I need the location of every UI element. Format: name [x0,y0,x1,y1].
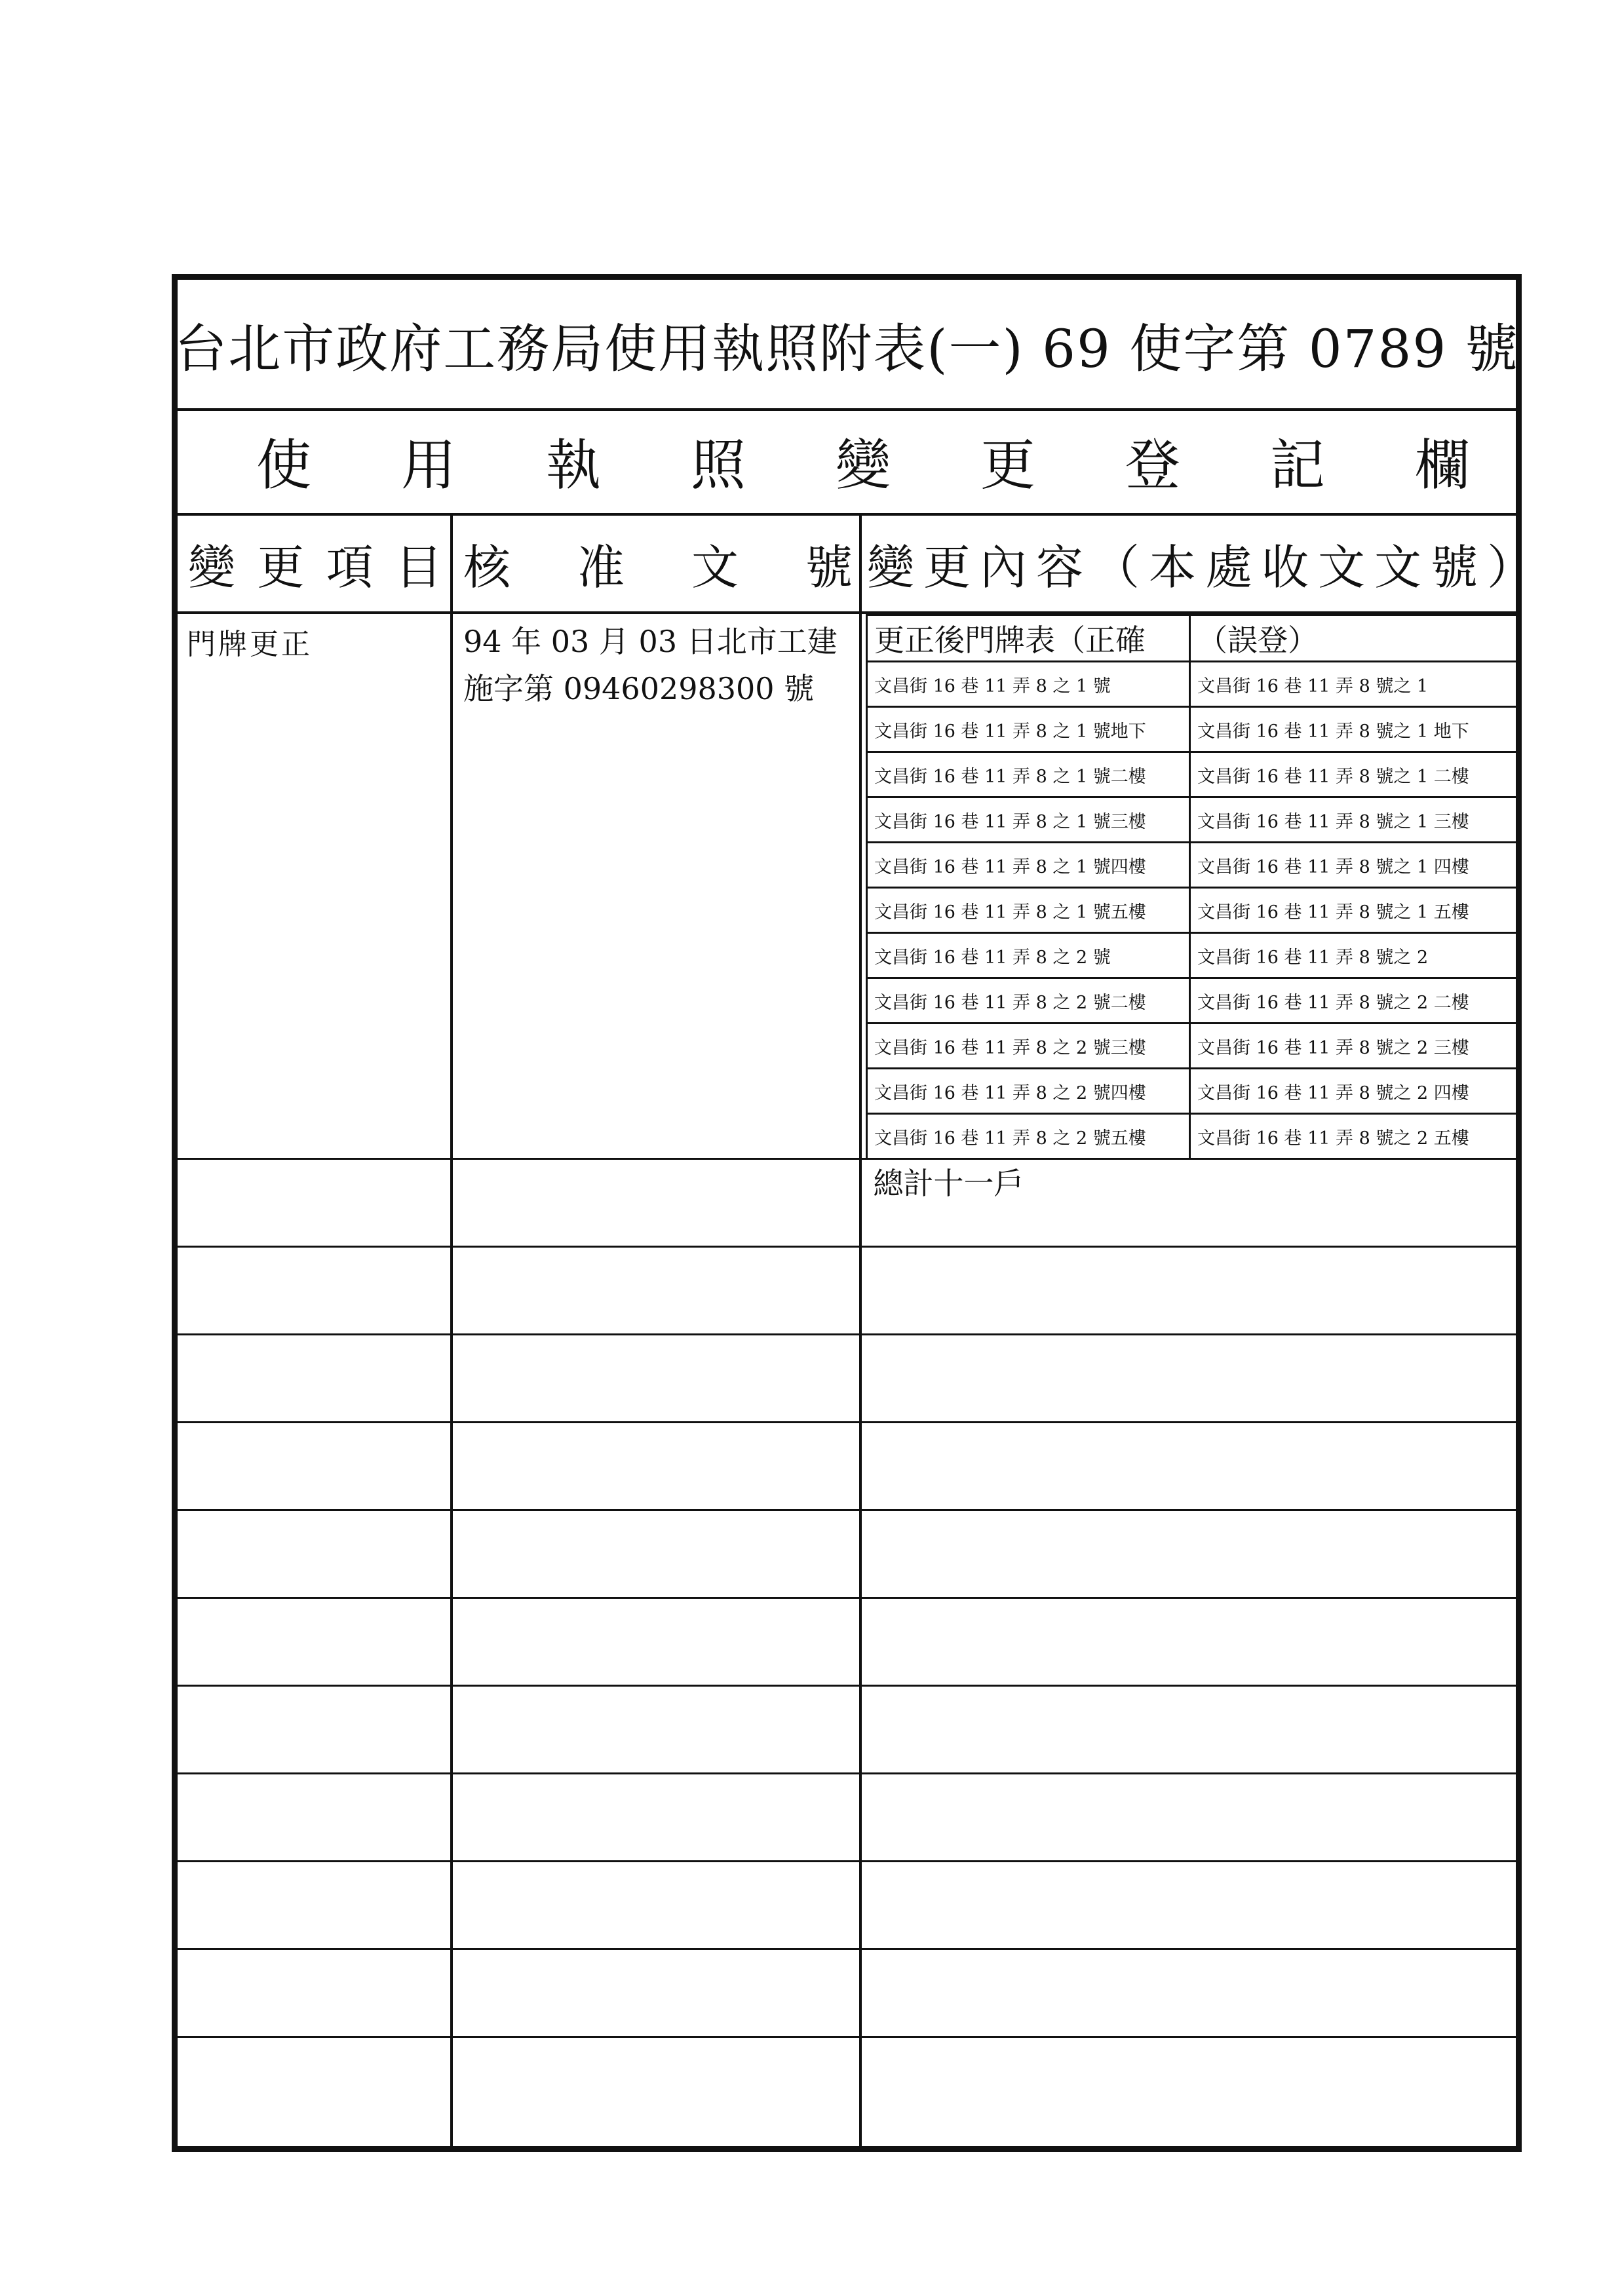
wrong-address: 文昌街 16 巷 11 弄 8 號之 1 五樓 [1190,888,1517,933]
row-divider [178,1772,1516,1774]
banner-char: 執 [545,432,601,497]
address-row [867,662,1517,707]
column-divider [450,611,453,2146]
banner-char: 更 [980,432,1035,497]
row-divider [178,1158,1516,1160]
header-change-content: 變更內容（本處收文文號） [867,540,1544,595]
correct-address: 文昌街 16 巷 11 弄 8 之 2 號三樓 [867,1024,1190,1069]
column-divider [859,611,862,2146]
address-row [867,1114,1517,1159]
wrong-address: 文昌街 16 巷 11 弄 8 號之 1 地下 [1190,707,1517,752]
correct-address: 文昌街 16 巷 11 弄 8 之 1 號四樓 [867,843,1190,888]
wrong-address: 文昌街 16 巷 11 弄 8 號之 2 四樓 [1190,1069,1517,1114]
approval-ref-cell: 94 年 03 月 03 日北市工建施字第 09460298300 號 [463,624,838,706]
total-row [867,1159,1517,1204]
row-divider [178,1948,1516,1950]
header-wrong: （誤登） [1190,615,1517,662]
address-row [867,1069,1517,1114]
row-divider [178,1509,1516,1511]
address-row [867,797,1517,843]
row-divider [178,1333,1516,1335]
section-banner [178,408,1516,516]
header-correct: 更正後門牌表（正確 [867,615,1190,662]
wrong-address: 文昌街 16 巷 11 弄 8 號之 2 二樓 [1190,978,1517,1024]
banner-char: 記 [1269,432,1325,497]
address-row [867,933,1517,978]
banner-char: 用 [400,432,456,497]
wrong-address: 文昌街 16 巷 11 弄 8 號之 2 [1190,933,1517,978]
address-row [867,752,1517,797]
form-title: 台北市政府工務局使用執照附表(一) 69 使字第 0789 號 [178,280,1516,411]
wrong-address: 文昌街 16 巷 11 弄 8 號之 1 四樓 [1190,843,1517,888]
address-row [867,888,1517,933]
correct-address: 文昌街 16 巷 11 弄 8 之 1 號三樓 [867,797,1190,843]
correct-address: 文昌街 16 巷 11 弄 8 之 2 號 [867,933,1190,978]
correct-address: 文昌街 16 巷 11 弄 8 之 1 號 [867,662,1190,707]
correct-address: 文昌街 16 巷 11 弄 8 之 1 號二樓 [867,752,1190,797]
banner-char: 變 [835,432,891,497]
banner-char: 使 [256,432,312,497]
change-item-cell: 門牌更正 [187,628,313,661]
row-divider [178,2036,1516,2038]
header-change-item: 變 更 項 目 [178,516,453,611]
total-households: 總計十一戶 [867,1159,1517,1204]
row-divider [178,1685,1516,1687]
wrong-address: 文昌街 16 巷 11 弄 8 號之 2 三樓 [1190,1024,1517,1069]
correct-address: 文昌街 16 巷 11 弄 8 之 2 號四樓 [867,1069,1190,1114]
banner-char: 照 [690,432,746,497]
row-divider [178,1246,1516,1248]
address-row [867,707,1517,752]
correct-address: 文昌街 16 巷 11 弄 8 之 2 號二樓 [867,978,1190,1024]
banner-char: 登 [1125,432,1180,497]
row-divider [178,1860,1516,1862]
header-approval-ref: 核 准 文 號 [453,516,862,611]
permit-attachment-form [172,274,1544,2152]
correct-address: 文昌街 16 巷 11 弄 8 之 1 號五樓 [867,888,1190,933]
correct-address: 文昌街 16 巷 11 弄 8 之 1 號地下 [867,707,1190,752]
wrong-address: 文昌街 16 巷 11 弄 8 號之 1 三樓 [1190,797,1517,843]
correct-address: 文昌街 16 巷 11 弄 8 之 2 號五樓 [867,1114,1190,1159]
row-divider [178,1421,1516,1423]
column-header-row [178,516,1544,614]
wrong-address: 文昌街 16 巷 11 弄 8 號之 1 二樓 [1190,752,1517,797]
address-table-header [867,615,1517,662]
address-row [867,1024,1517,1069]
table-body [178,611,1516,2146]
address-row [867,843,1517,888]
row-divider [178,1597,1516,1599]
address-correction-table [866,614,1518,1203]
wrong-address: 文昌街 16 巷 11 弄 8 號之 1 [1190,662,1517,707]
wrong-address: 文昌街 16 巷 11 弄 8 號之 2 五樓 [1190,1114,1517,1159]
address-row [867,978,1517,1024]
banner-char: 欄 [1414,432,1470,497]
